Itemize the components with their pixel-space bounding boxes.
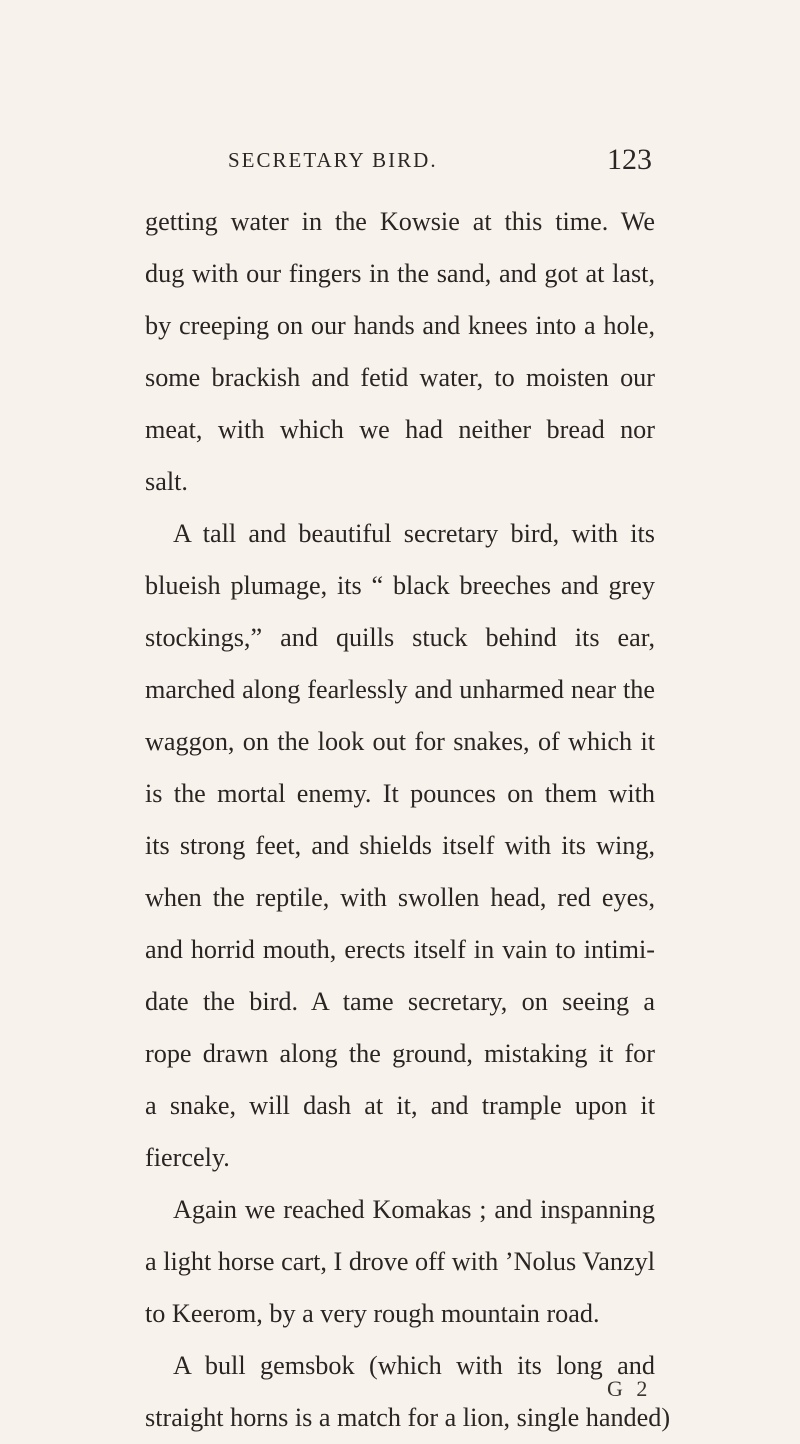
text-line: getting water in the Kowsie at this time. We <box>145 207 655 236</box>
text-line: marched along fearlessly and unharmed near the <box>145 675 655 704</box>
text-line: when the reptile, with swollen head, red eyes, <box>145 883 655 912</box>
paragraph-start-line: Again we reached Komakas ; and inspanning <box>173 1195 655 1224</box>
body-text <box>145 196 671 1444</box>
text-line: fiercely. <box>145 1143 230 1172</box>
text-line: rope drawn along the ground, mistaking it for <box>145 1039 655 1068</box>
text-line: dug with our fingers in the sand, and got at last, <box>145 259 655 288</box>
paragraph-start-line: A bull gemsbok (which with its long and <box>173 1351 655 1380</box>
text-line: waggon, on the look out for snakes, of which it <box>145 727 655 756</box>
text-line: by creeping on our hands and knees into a hole, <box>145 311 655 340</box>
text-line: some brackish and fetid water, to moisten our <box>145 363 655 392</box>
text-line: date the bird. A tame secretary, on seeing a <box>145 987 655 1016</box>
text-line: salt. <box>145 467 188 496</box>
text-line: stockings,” and quills stuck behind its ear, <box>145 623 655 652</box>
text-line: to Keerom, by a very rough mountain road. <box>145 1299 600 1328</box>
signature-mark: G 2 <box>607 1376 652 1401</box>
text-line: a light horse cart, I drove off with ’Nolus Vanzyl <box>145 1247 655 1276</box>
text-line: straight horns is a match for a lion, single handed) <box>145 1403 671 1432</box>
text-line: meat, with which we had neither bread nor <box>145 415 655 444</box>
text-line: its strong feet, and shields itself with its wing, <box>145 831 655 860</box>
text-line: blueish plumage, its “ black breeches and grey <box>145 571 655 600</box>
text-line: is the mortal enemy. It pounces on them with <box>145 779 655 808</box>
text-line: a snake, will dash at it, and trample upon it <box>145 1091 655 1120</box>
text-line: and horrid mouth, erects itself in vain to intimi- <box>145 935 655 964</box>
page-number: 123 <box>607 143 652 176</box>
running-title: SECRETARY BIRD. <box>228 148 438 172</box>
paragraph-start-line: A tall and beautiful secretary bird, with its <box>173 519 655 548</box>
